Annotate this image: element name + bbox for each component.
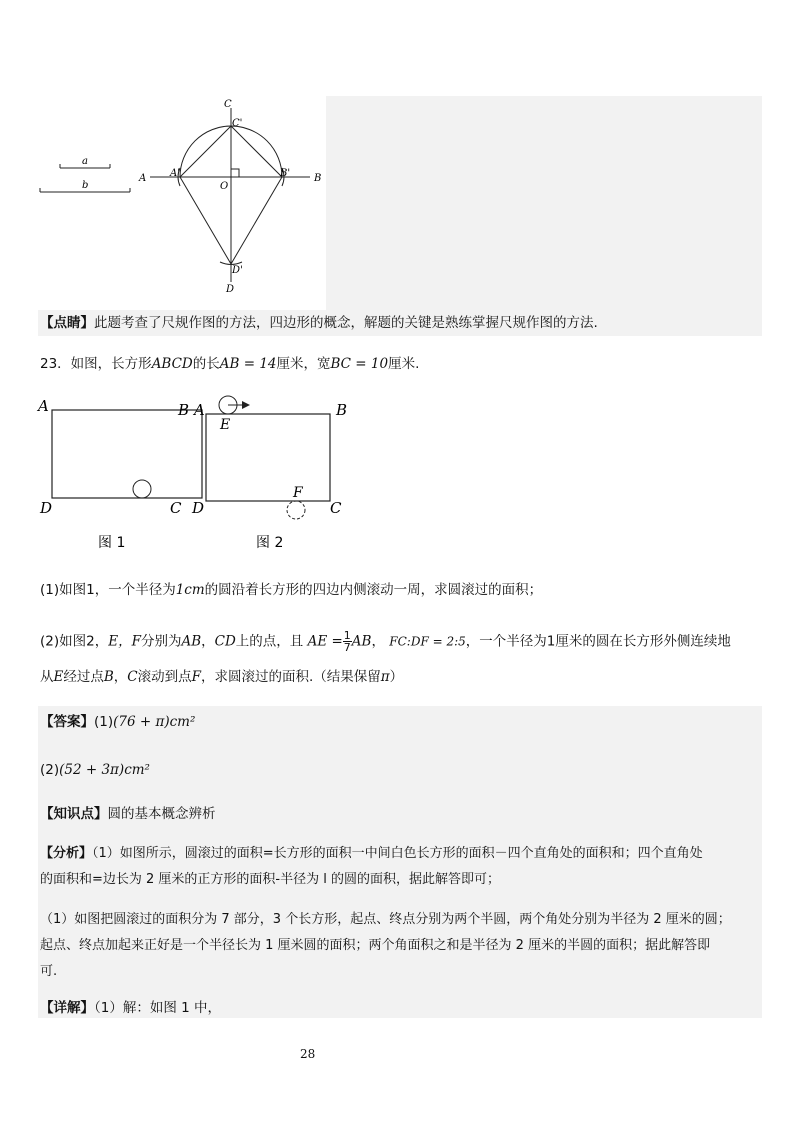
analysis-p1-l2 [40,870,500,890]
part2-l2-e: E [53,669,64,685]
fraction-denominator: 7 [343,641,351,654]
comment-text: 此题考查了尺规作图的方法，四边形的概念，解题的关键是熟练掌握尺规作图的方法. [94,315,598,331]
q23-text-4: 厘米. [388,356,420,372]
part2-l2-f: ） [389,669,404,685]
part2-fraction [343,630,352,653]
comment-line [40,313,598,333]
answer-line-2 [40,760,150,780]
part2-l2-b: 经过点 [63,669,104,685]
part2-ae-rhs: AB [351,633,372,650]
fig1-label-A: A [38,397,49,415]
label-D: D [226,284,235,295]
question-part-1 [40,580,542,600]
part2-l2-a: 从 [40,669,54,685]
label-a: a [82,156,88,167]
analysis-p1-l2-text: 的面积和=边长为 2 厘米的正方形的面积-半径为 l 的圆的面积，据此解答即可； [40,872,500,887]
comment-tag: 【点睛】 [40,315,94,331]
part2-ab: AB [181,633,202,650]
q23-text-1: 23．如图，长方形 [40,356,152,372]
q23-bc-eq: BC = 10 [330,356,389,372]
part2-pi: π [380,669,390,685]
fig1-label-C: C [170,499,182,517]
label-C-prime: C' [232,118,243,129]
q23-abcd: ABCD [151,356,193,372]
label-C: C [224,99,232,110]
label-A: A [139,173,147,184]
q23-ab-eq: AB = 14 [219,356,277,372]
part1-unit: 1cm [175,582,205,598]
fraction-numerator: 1 [343,629,351,642]
fig1-caption: 图 1 [98,535,126,551]
fig2-label-E: E [220,417,231,433]
part2-cd: CD [214,633,236,650]
part1-prefix: (1)如图1，一个半径为 [40,582,176,598]
page-number: 28 [300,1047,316,1061]
analysis-p2-l2-text: 起点、终点加起来正好是一个半径长为 1 厘米圆的面积；两个角面积之和是半径为 2 厘米的半圆的面积；据此解答即 [40,938,711,953]
label-B-prime: B' [280,168,291,179]
analysis-p2-l3-text: 可. [40,964,58,979]
label-D-prime: D' [232,265,243,276]
q23-text-2: 的长 [192,356,220,372]
answer-1-expr: (76 + π)cm² [113,714,196,730]
fig2-label-F: F [293,485,303,501]
answer-tag: 【答案】 [40,714,94,730]
detail-text: （1）解：如图 1 中， [94,1000,222,1016]
knowledge-line [40,804,216,824]
answer-1-prefix: (1) [94,714,114,730]
knowledge-tag: 【知识点】 [40,806,108,822]
figures-1-2 [30,395,360,560]
part2-l1-c: ， [201,633,215,650]
part2-l1-e: ， [371,633,385,650]
analysis-p2-l2 [40,936,710,956]
fig1-label-D: D [40,499,53,517]
fig2-label-B: B [336,401,348,419]
label-B: B [314,173,322,184]
construction-figure [38,96,328,296]
part2-l2-c: ， [113,669,128,685]
part2-l2-F: F [191,669,201,685]
analysis-p2-l1-text: （1）如图把圆滚过的面积分为 7 部分，3 个长方形，起点、终点分别为两个半圆，两个角处分别为半径为 2 厘米的圆； [40,912,731,927]
part2-one: 1 [546,633,556,650]
part2-ef: E，F [108,633,141,650]
analysis-tag: 【分析】 [40,846,93,861]
fig2-label-D: D [192,499,205,517]
part2-ae-lhs: AE = [307,633,343,650]
question-23-stem [40,354,419,374]
label-b: b [82,180,89,191]
part2-ratio: FC:DF = 2:5 [389,634,466,649]
question-part-2-line-2 [40,667,403,687]
part2-l2-C: C [127,669,138,685]
part2-l1-b: 分别为 [140,633,182,650]
question-part-2-line-1 [40,630,731,653]
fig1-label-B: B [178,401,190,419]
label-O: O [220,181,229,192]
answer-2-expr: (52 + 3π)cm² [59,762,150,778]
answer-2-prefix: (2) [40,762,60,778]
q23-text-3: 厘米，宽 [276,356,331,372]
part2-l1-g: 厘米的圆在长方形外侧连续地 [555,633,731,650]
analysis-p2-l3 [40,962,57,982]
detail-line [40,998,221,1018]
part2-l1-a: (2)如图2， [40,633,109,650]
fig2-label-A: A [194,401,205,419]
knowledge-text: 圆的基本概念辨析 [107,806,216,822]
fig2-label-C: C [330,499,342,517]
fig2-caption: 图 2 [256,535,284,551]
part2-l1-d: 上的点，且 [235,633,304,650]
construction-figure-panel [326,96,762,312]
part1-suffix: 的圆沿着长方形的四边内侧滚动一周，求圆滚过的面积； [204,582,543,598]
analysis-p2-l1 [40,910,731,930]
answer-line-1 [40,712,195,732]
analysis-p1-l1 [40,844,703,864]
part2-l2-d: 滚动到点 [137,669,192,685]
part2-l1-f: ，一个半径为 [465,633,547,650]
part2-l2-B: B [103,669,114,685]
part2-l2-e2: ，求圆滚过的面积.（结果保留 [201,669,381,685]
analysis-p1-l1-text: （1）如图所示，圆滚过的面积=长方形的面积一中间白色长方形的面积－四个直角处的面积和；四个直角处 [92,846,703,861]
label-A-prime: A' [170,168,180,179]
detail-tag: 【详解】 [40,1000,94,1016]
